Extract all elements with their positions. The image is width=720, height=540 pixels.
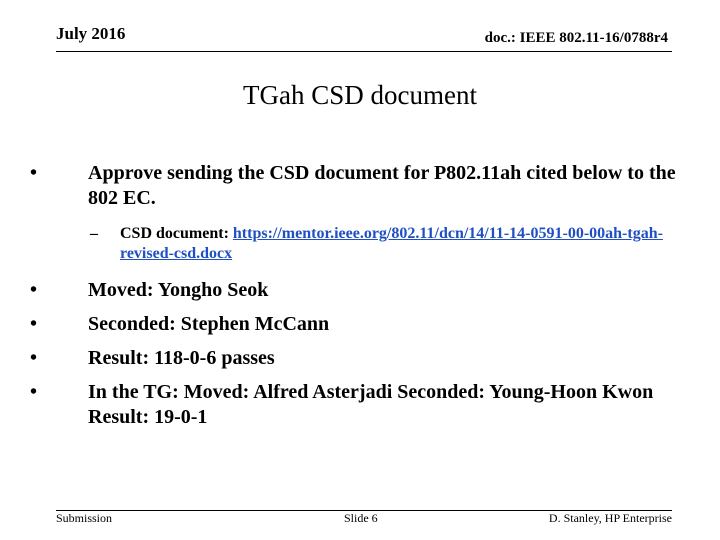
footer-submission: Submission (56, 511, 113, 525)
bullet-text: Approve sending the CSD document for P802.11ah cited below to the 802 EC. (88, 162, 676, 209)
bullet-list (30, 161, 690, 430)
header-divider (56, 51, 672, 52)
csd-document-link[interactable]: https://mentor.ieee.org/802.11/dcn/14/11-14-0591-00-00ah-tgah-revised-csd.docx (120, 225, 663, 262)
bullet-item-moved (30, 278, 690, 303)
slide-title: TGah CSD document (243, 80, 477, 110)
bullet-item-tg-vote (30, 380, 690, 430)
bullet-glyph: • (30, 381, 38, 403)
bullet-glyph: • (30, 347, 38, 369)
sub-bullet-glyph: – (90, 225, 98, 242)
bullet-text: Result: 118-0-6 passes (88, 347, 275, 369)
footer-slide-number: Slide 6 (344, 511, 378, 525)
bullet-glyph: • (30, 279, 38, 301)
header-doc-id: doc.: IEEE 802.11-16/0788r4 (484, 30, 668, 46)
bullet-text: Moved: Yongho Seok (88, 279, 269, 301)
bullet-item-seconded (30, 312, 690, 337)
bullet-text: Seconded: Stephen McCann (88, 313, 330, 335)
bullet-text: In the TG: Moved: Alfred Asterjadi Seconded: Young-Hoon Kwon Result: 19-0-1 (88, 381, 654, 428)
sub-item-csd-document (30, 224, 690, 264)
sub-item-label: CSD document: (120, 225, 233, 242)
bullet-glyph: • (30, 313, 38, 335)
bullet-glyph: • (30, 162, 38, 184)
header-date: July 2016 (56, 24, 126, 43)
bullet-item-result (30, 346, 690, 371)
footer-author: D. Stanley, HP Enterprise (548, 511, 672, 525)
bullet-item-approve (30, 161, 690, 211)
